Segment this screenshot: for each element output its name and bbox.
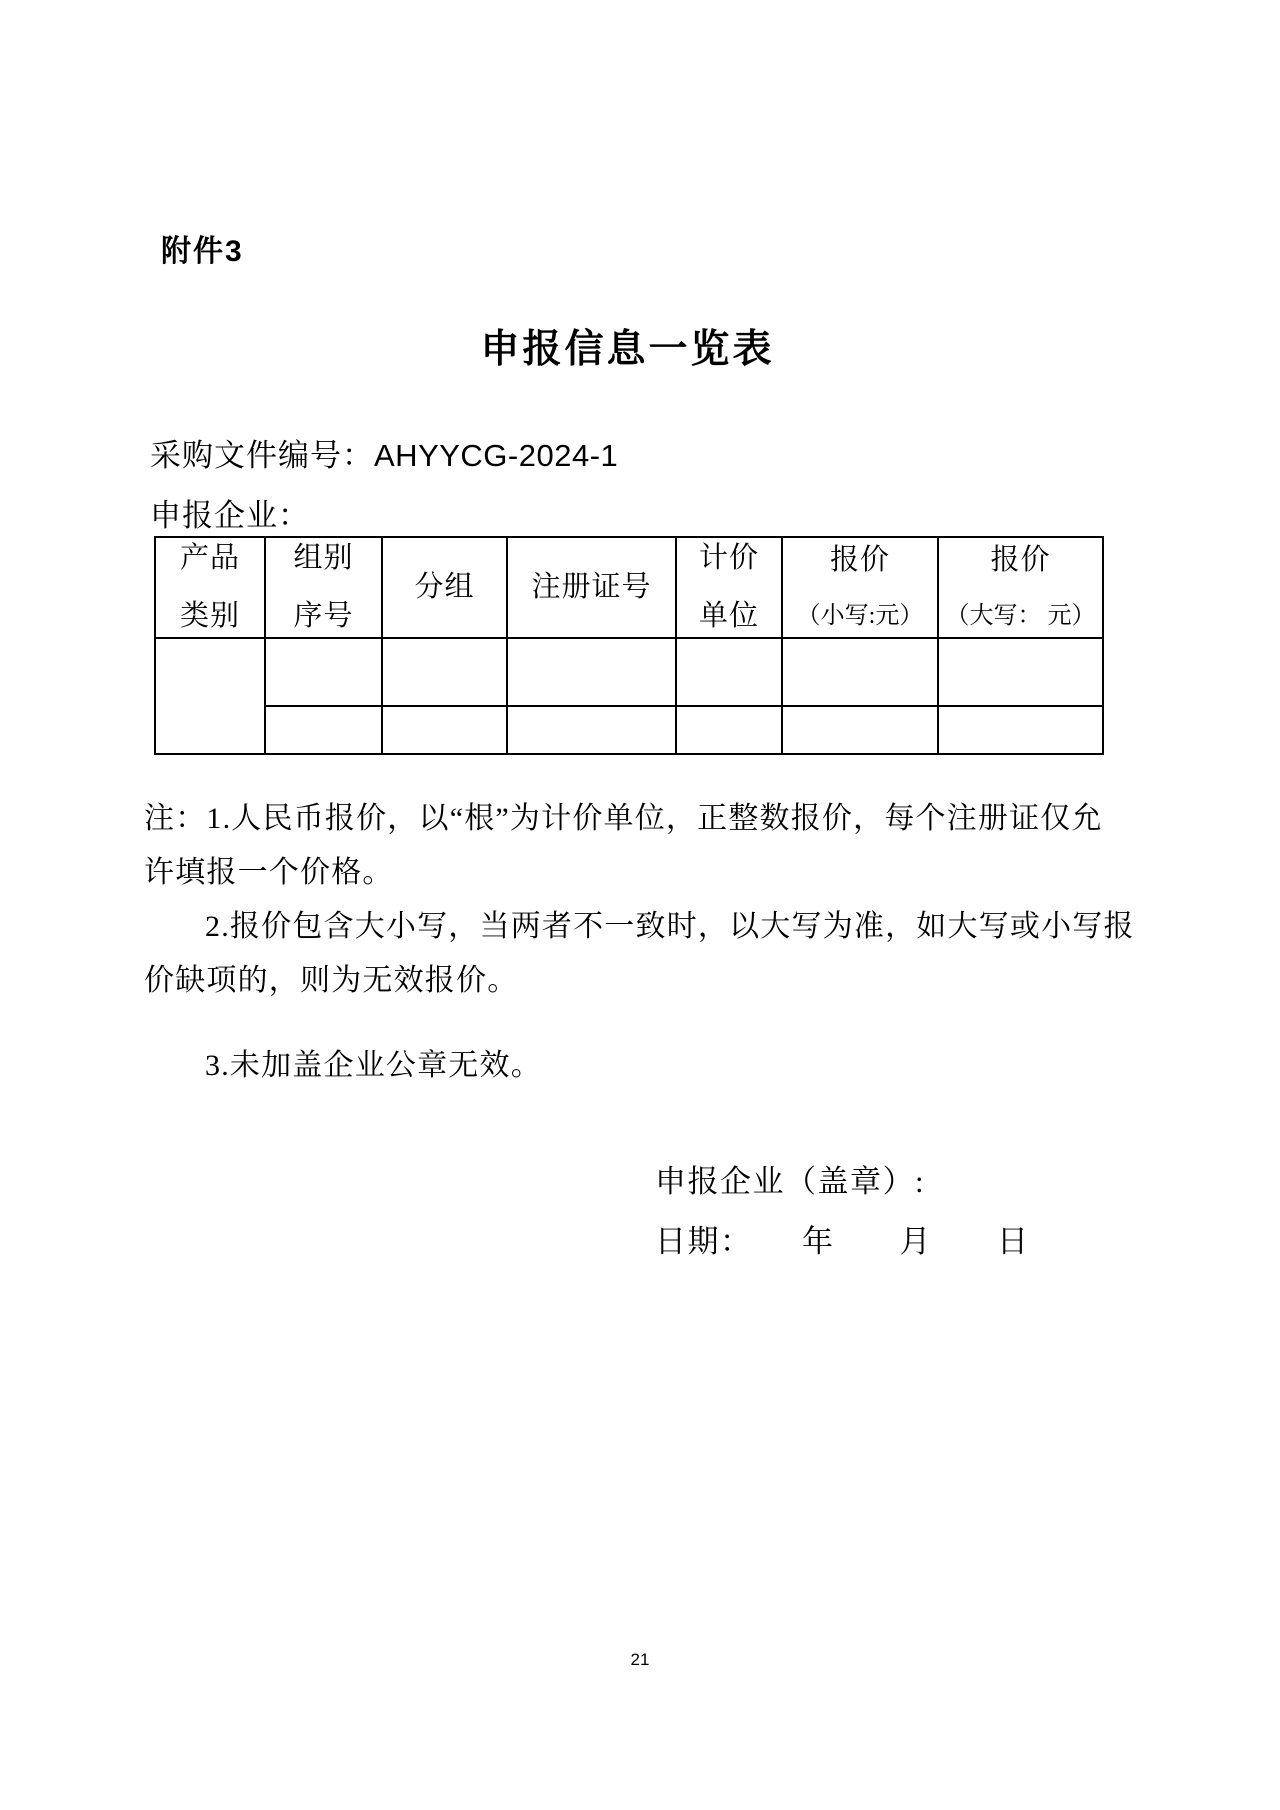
- cell-r2-registration-number: [507, 706, 676, 754]
- note-line-3: 2.报价包含大小写，当两者不一致时，以大写为准，如大写或小写报: [205, 910, 1135, 943]
- doc-number-line: [150, 430, 618, 475]
- cell-r2-quote-numerals: [782, 706, 938, 754]
- cell-product-category: [155, 638, 265, 754]
- col-header-quote-words: 报价 （大写： 元）: [938, 537, 1103, 638]
- signature-company-line: 申报企业（盖章）:: [655, 1164, 926, 1199]
- cell-r2-pricing-unit: [676, 706, 782, 754]
- page-title: 申报信息一览表: [480, 328, 775, 371]
- declaration-info-table: [154, 536, 1104, 755]
- cell-r1-pricing-unit: [676, 638, 782, 706]
- note-line-1: 注：1.人民币报价，以“根”为计价单位，正整数报价，每个注册证仅允: [144, 802, 1103, 835]
- table-data-row-2: [155, 706, 1103, 754]
- doc-number-label: 采购文件编号：: [150, 438, 374, 473]
- cell-r2-subgroup: [382, 706, 507, 754]
- table-header-row: [155, 537, 1103, 638]
- col-header-product-category: 产品 类别: [155, 537, 265, 638]
- col-header-group-serial: 组别 序号: [265, 537, 382, 638]
- cell-r1-quote-words: [938, 638, 1103, 706]
- note-line-4: 价缺项的，则为无效报价。: [144, 964, 519, 997]
- note-line-5: 3.未加盖企业公章无效。: [205, 1049, 542, 1082]
- col-header-quote-numerals: 报价 （小写:元）: [782, 537, 938, 638]
- col-header-subgroup: 分组: [382, 537, 507, 638]
- doc-number-value: AHYYCG-2024-1: [374, 438, 619, 473]
- cell-r1-registration-number: [507, 638, 676, 706]
- cell-r1-group-serial: [265, 638, 382, 706]
- cell-r1-subgroup: [382, 638, 507, 706]
- signature-date-line: 日期： 年 月 日: [655, 1224, 1030, 1259]
- table-data-row-1: [155, 638, 1103, 706]
- cell-r2-quote-words: [938, 706, 1103, 754]
- page-number: 21: [630, 1650, 650, 1669]
- col-header-pricing-unit: 计价 单位: [676, 537, 782, 638]
- cell-r2-group-serial: [265, 706, 382, 754]
- attachment-label: 附件3: [161, 235, 244, 268]
- col-header-registration-number: 注册证号: [507, 537, 676, 638]
- note-line-2: 许填报一个价格。: [144, 856, 394, 889]
- cell-r1-quote-numerals: [782, 638, 938, 706]
- applicant-label: 申报企业：: [150, 498, 310, 533]
